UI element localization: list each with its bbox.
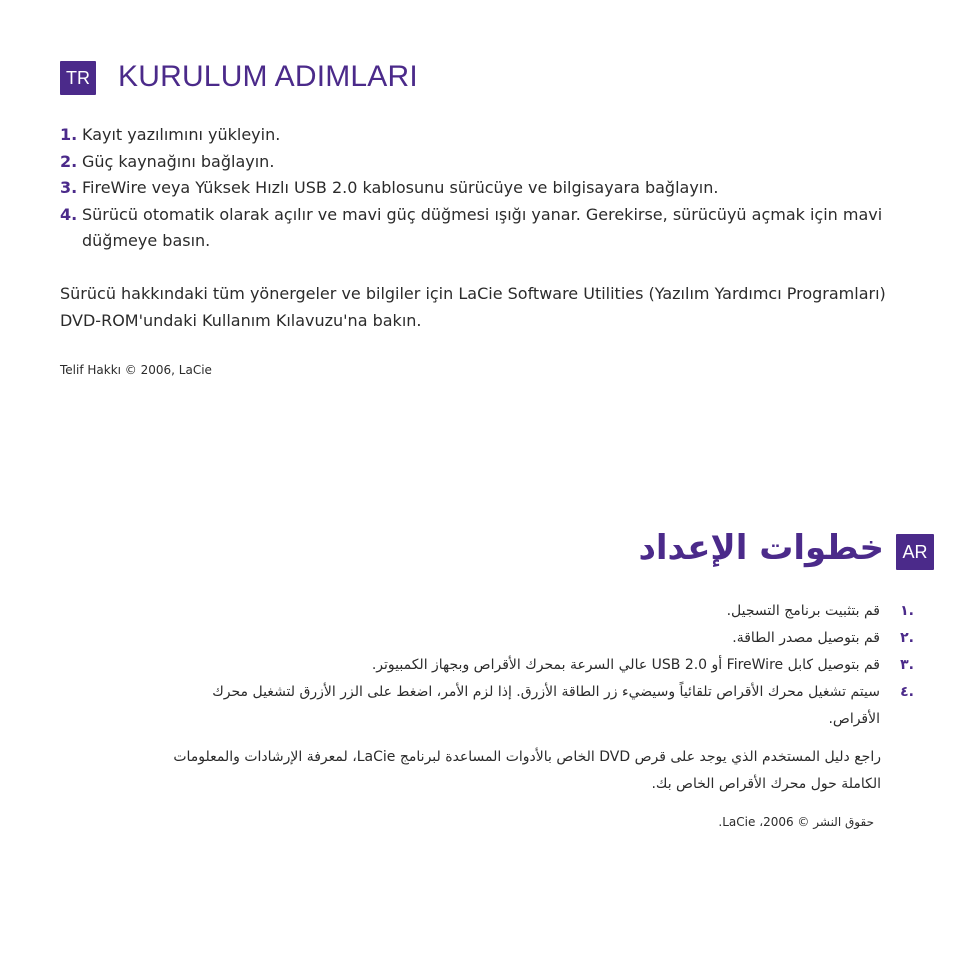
step-text: Güç kaynağını bağlayın. (82, 151, 275, 171)
step-text: سيتم تشغيل محرك الأقراص تلقائياً وسيضيء زر الطاقة الأزرق. إذا لزم الأمر، اضغط على الزر الأزرق لتشغيل محرك الأقراص. (212, 684, 880, 727)
copyright-ar: حقوق النشر © 2006، LaCie. (718, 815, 874, 829)
setup-steps-title-tr: KURULUM ADIMLARI (118, 60, 418, 93)
step-text: Kayıt yazılımını yükleyin. (82, 125, 281, 144)
step-number: .٤ (900, 684, 914, 700)
step-text: قم بتوصيل كابل FireWire أو USB 2.0 عالي السرعة بمحرك الأقراص وبجهاز الكمبيوتر. (371, 657, 880, 673)
step-number: 4. (60, 204, 78, 224)
setup-step-tr (60, 175, 890, 202)
step-number: .٣ (900, 657, 914, 673)
setup-steps-title-ar: خطوات الإعداد (638, 528, 884, 568)
step-text: FireWire veya Yüksek Hızlı USB 2.0 kablosunu sürücüye ve bilgisayara bağlayın. (82, 178, 719, 197)
setup-step-ar (174, 598, 914, 625)
user-manual-note-tr: Sürücü hakkındaki tüm yönergeler ve bilgiler için LaCie Software Utilities (Yazılım Yardımcı Programları) DVD-ROM'undaki Kullanım Kılavuzu'na bakın. (60, 284, 886, 330)
setup-step-tr (60, 149, 890, 176)
step-text: قم بتوصيل مصدر الطاقة. (732, 630, 880, 646)
setup-step-tr (60, 122, 890, 149)
setup-step-tr (60, 202, 890, 255)
language-badge-tr: TR (60, 61, 96, 95)
step-number: .٢ (900, 630, 914, 646)
step-text: قم بتثبيت برنامج التسجيل. (726, 603, 880, 619)
setup-step-ar (174, 652, 914, 679)
step-number: 2. (60, 151, 78, 171)
copyright-tr: Telif Hakkı © 2006, LaCie (60, 363, 212, 377)
step-number: 3. (60, 178, 78, 197)
setup-step-ar (174, 625, 914, 652)
setup-steps-list-tr (60, 122, 890, 255)
user-manual-note-ar: راجع دليل المستخدم الذي يوجد على قرص DVD الخاص بالأدوات المساعدة لبرنامج LaCie، لمعرفة الإرشادات والمعلومات الكاملة حول محرك الأقراص الخاص بك. (173, 749, 881, 792)
language-badge-ar: AR (896, 534, 934, 570)
setup-step-ar (174, 679, 914, 733)
step-number: 1. (60, 125, 78, 144)
step-text: Sürücü otomatik olarak açılır ve mavi güç düğmesi ışığı yanar. Gerekirse, sürücüyü açmak için mavi düğmeye basın. (82, 204, 883, 250)
setup-steps-list-ar (174, 598, 914, 733)
step-number: .١ (900, 603, 914, 619)
